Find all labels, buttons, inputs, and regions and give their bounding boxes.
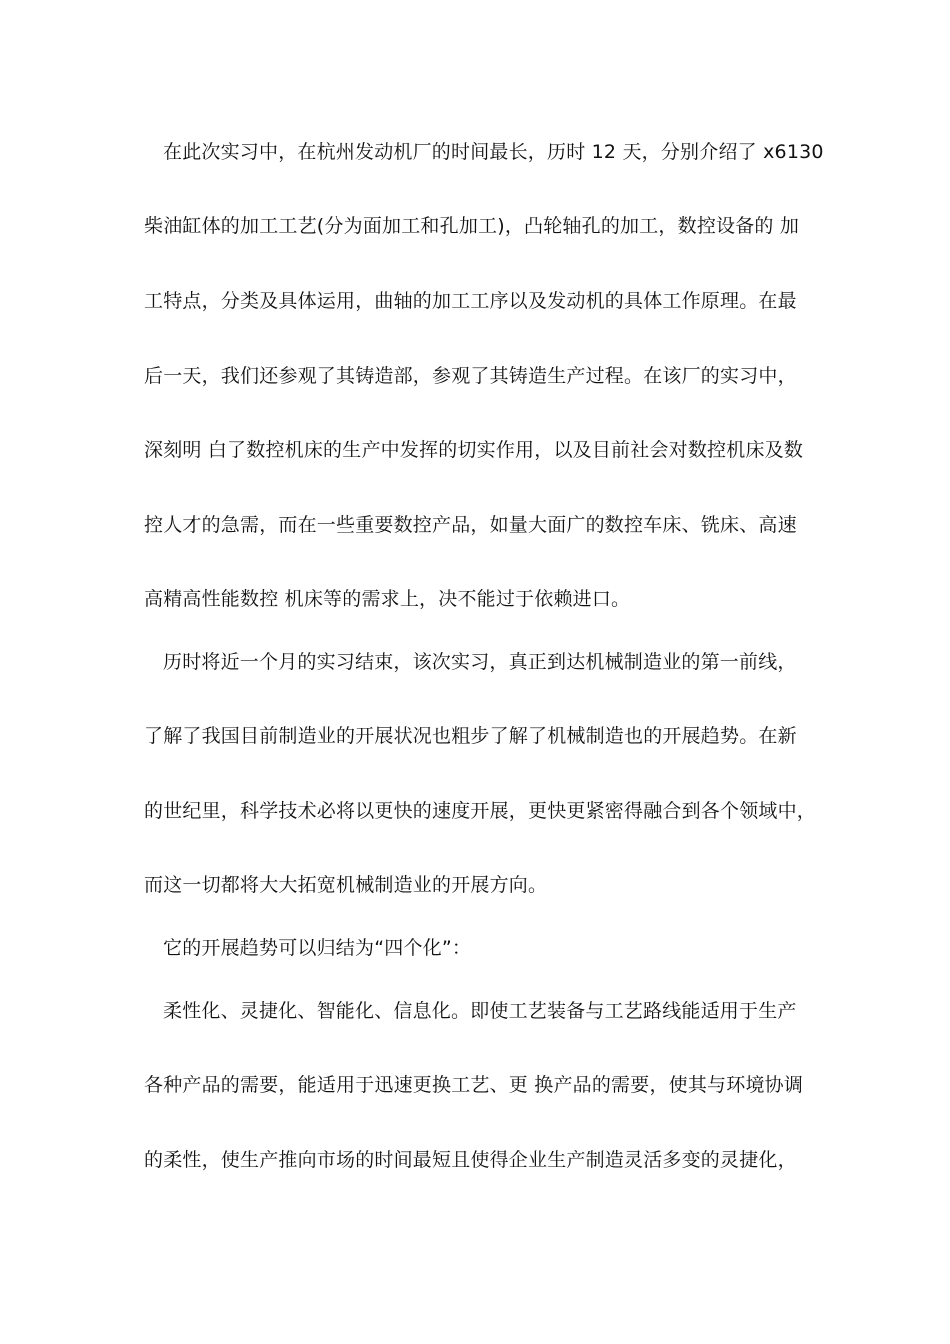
text-line-6: 控人才的急需，而在一些重要数控产品，如量大面广的数控车床、铣床、高速 [144, 514, 797, 536]
text-line-7: 高精高性能数控 机床等的需求上，决不能过于依赖进口。 [144, 588, 631, 610]
text-line-12: 它的开展趋势可以归结为“四个化”： [163, 937, 472, 959]
text-line-9: 了解了我国目前制造业的开展状况也粗步了解了机械制造也的开展趋势。在新 [144, 725, 797, 747]
text-line-14: 各种产品的需要，能适用于迅速更换工艺、更 换产品的需要，使其与环境协调 [144, 1074, 804, 1096]
text-line-3: 工特点，分类及具体运用，曲轴的加工工序以及发动机的具体工作原理。在最 [144, 290, 797, 312]
text-line-10: 的世纪里，科学技术必将以更快的速度开展，更快更紧密得融合到各个领域中， [144, 800, 817, 822]
text-line-8: 历时将近一个月的实习结束，该次实习，真正到达机械制造业的第一前线， [163, 651, 797, 673]
text-line-5: 深刻明 白了数控机床的生产中发挥的切实作用，以及目前社会对数控机床及数 [144, 439, 804, 461]
text-line-15: 的柔性，使生产推向市场的时间最短且使得企业生产制造灵活多变的灵捷化， [144, 1149, 797, 1171]
text-line-2: 柴油缸体的加工工艺(分为面加工和孔加工)，凸轮轴孔的加工，数控设备的 加 [144, 215, 800, 237]
text-line-13: 柔性化、灵捷化、智能化、信息化。即使工艺装备与工艺路线能适用于生产 [163, 1000, 797, 1022]
text-line-4: 后一天，我们还参观了其铸造部，参观了其铸造生产过程。在该厂的实习中， [144, 365, 797, 387]
text-line-1: 在此次实习中，在杭州发动机厂的时间最长，历时 12 天，分别介绍了 x6130 [163, 141, 824, 163]
text-line-11: 而这一切都将大大拓宽机械制造业的开展方向。 [144, 874, 548, 896]
